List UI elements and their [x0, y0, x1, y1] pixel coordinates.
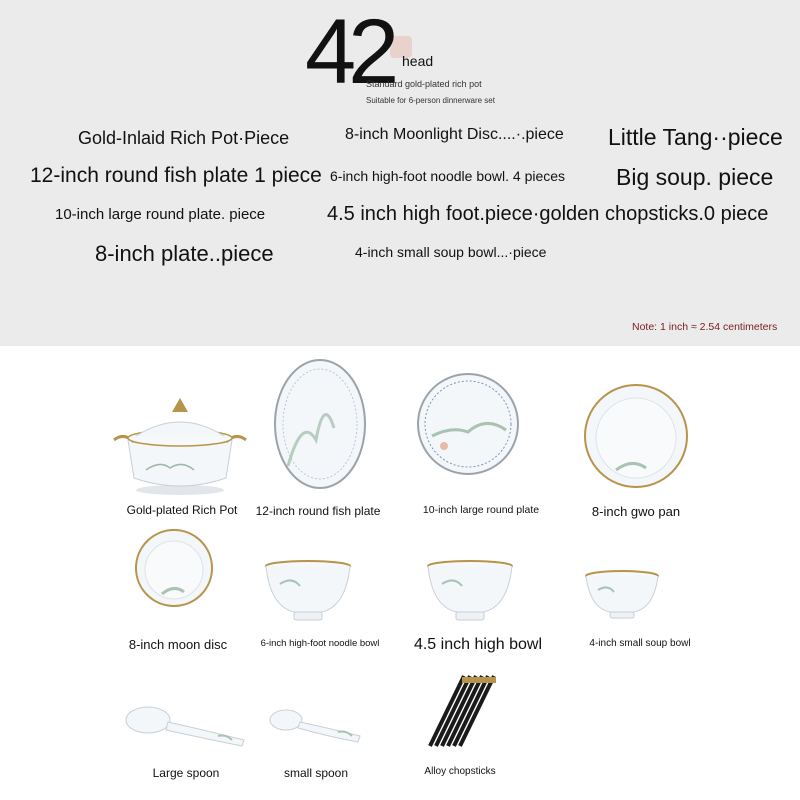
product-label: Gold-plated Rich Pot	[126, 503, 238, 517]
product-label: 6-inch high-foot noodle bowl	[260, 638, 380, 649]
small-bowl-icon	[584, 570, 660, 620]
contents-item: Little Tang··piece	[608, 124, 783, 150]
round-plate-icon	[416, 372, 520, 476]
piece-unit: head	[402, 53, 434, 69]
product-label: Alloy chopsticks	[424, 766, 496, 777]
contents-item: 8-inch Moonlight Disc....·.piece	[345, 126, 564, 143]
contents-item: 4.5 inch high foot.piece·golden chopsticks.0 piece	[327, 203, 769, 225]
spoon-icon	[268, 708, 364, 744]
product-label: small spoon	[283, 766, 349, 780]
product-label: 4-inch small soup bowl	[589, 638, 691, 649]
header-panel	[0, 0, 800, 346]
contents-item: 4-inch small soup bowl...·piece	[355, 244, 547, 260]
contents-item: Gold-Inlaid Rich Pot·Piece	[78, 128, 290, 148]
product-label: 12-inch round fish plate	[255, 504, 381, 518]
bowl-icon	[426, 560, 514, 622]
subtitle-line2: Suitable for 6-person dinnerware set	[366, 96, 495, 105]
fish-plate-icon	[272, 356, 368, 492]
moon-disc-icon	[134, 528, 214, 608]
subtitle-line1: Standard gold-plated rich pot	[366, 79, 482, 89]
bowl-icon	[264, 560, 352, 622]
product-label: 8-inch gwo pan	[591, 504, 681, 519]
product-label: Large spoon	[152, 766, 220, 780]
contents-item: 6-inch high-foot noodle bowl. 4 pieces	[330, 168, 566, 184]
contents-item: 10-inch large round plate. piece	[55, 206, 266, 223]
deep-plate-icon	[582, 382, 690, 490]
contents-item: 12-inch round fish plate 1 piece	[30, 164, 322, 187]
unit-note: Note: 1 inch ≈ 2.54 centimeters	[632, 321, 778, 333]
product-grid	[0, 346, 800, 800]
product-label: 10-inch large round plate	[422, 504, 540, 516]
product-label: 8-inch moon disc	[128, 637, 228, 652]
product-label: 4.5 inch high bowl	[413, 636, 543, 653]
contents-item: Big soup. piece	[616, 164, 774, 190]
contents-item: 8-inch plate..piece	[95, 241, 274, 266]
chopsticks-icon	[424, 672, 500, 750]
spoon-icon	[124, 704, 248, 748]
piece-count: 42	[305, 1, 392, 103]
pot-icon	[110, 390, 250, 500]
